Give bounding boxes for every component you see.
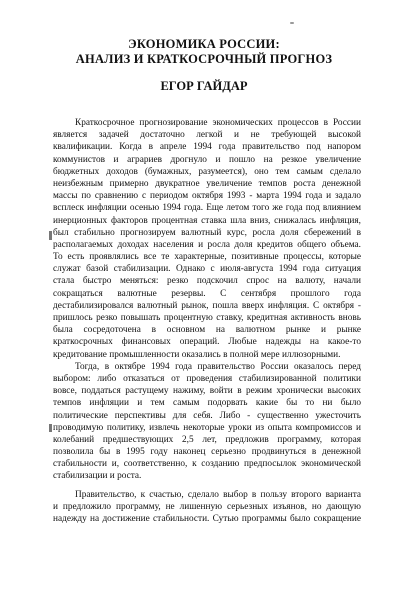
text-line: позволила бы в 1995 году наконец серьезно продвинуться в денежной bbox=[53, 447, 361, 458]
text-line: надежду на достижение стабильности. Сутью программы было сокращение bbox=[53, 514, 361, 524]
document-author: ЕГОР ГАЙДАР bbox=[160, 79, 248, 93]
text-line: краткосрочных финансовых операций. Любые надежды на какое-то bbox=[53, 337, 361, 348]
text-line: всплеск инфляции осенью 1994 года. Еще летом того же года под влиянием bbox=[53, 203, 361, 214]
text-line: бюджетных доходов (бумажных, разумеется), оно тем самым сделало bbox=[53, 166, 361, 177]
margin-mark bbox=[49, 424, 52, 432]
document-title-line-1: ЭКОНОМИКА РОССИИ: bbox=[128, 37, 280, 51]
text-line: кредитование промышленности оказались в полной мере иллюзорными. bbox=[53, 349, 341, 360]
text-line: дестабилизировался валютный рынок, пошла вверх инфляция. С октября - bbox=[53, 300, 361, 311]
paragraph-3 bbox=[53, 489, 361, 526]
margin-mark bbox=[49, 231, 52, 240]
text-line: инерционных факторов процентная ставка шла вниз, снижалась инфляция, bbox=[53, 215, 361, 226]
text-line: квалификации. Когда в апреле 1994 года правительство под напором bbox=[53, 142, 361, 153]
text-line: То есть проявлялись все те характерные, позитивные процессы, которые bbox=[53, 252, 361, 263]
document-body bbox=[53, 117, 361, 525]
text-line: неизбежным примерно двукратное увеличение темпов роста денежной bbox=[53, 178, 361, 189]
text-line: располагаемых доходах населения и росла доля кредитов общего объема. bbox=[53, 239, 361, 250]
text-line: Краткосрочное прогнозирование экономических процессов в России bbox=[75, 118, 361, 128]
paragraph-2 bbox=[53, 361, 361, 483]
text-line: был стабильно прогнозируем валютный курс, росла доля сбережений в bbox=[53, 227, 361, 238]
text-line: выбором: либо отказаться от проведения стабилизированной политики bbox=[53, 373, 361, 384]
text-line: Тогда, в октябре 1994 года правительство России оказалось перед bbox=[75, 361, 361, 372]
text-line: сокращаться валютные резервы. С сентября прошлого года bbox=[53, 288, 361, 299]
text-line: колебаний предшествующих 2,5 лет, предложив программу, которая bbox=[53, 434, 361, 445]
scan-speck bbox=[290, 22, 294, 24]
text-line: стала быстро меняться: резко подскочил спрос на валюту, начали bbox=[53, 276, 361, 287]
text-line: пришлось резко повышать процентную ставку, кредитная активность вновь bbox=[53, 313, 361, 323]
text-line: темпов инфляции и тем самым подорвать какие бы то ни было bbox=[53, 398, 361, 409]
text-line: и предложило программу, не лишенную серьезных изъянов, но дающую bbox=[53, 501, 361, 512]
text-line: стабильности и, соответственно, к созданию предпосылок экономической bbox=[53, 459, 361, 470]
text-line: проводимую политику, извлечь некоторые уроки из опыта компромиссов и bbox=[53, 422, 361, 433]
text-line: служат базой стабилизации. Однако с июля-августа 1994 года ситуация bbox=[53, 264, 361, 275]
paragraph-1 bbox=[53, 117, 361, 361]
text-line: стабилизации и роста. bbox=[53, 471, 142, 482]
text-line: массы по сравнению с периодом октября 1993 - марта 1994 года и задало bbox=[53, 191, 361, 202]
document-title-line-2: АНАЛИЗ И КРАТКОСРОЧНЫЙ ПРОГНОЗ bbox=[75, 52, 333, 66]
text-line: была сосредоточена в основном на валютном рынке и рынке bbox=[53, 325, 361, 336]
text-line: является задачей достаточно легкой и не требующей высокой bbox=[53, 130, 361, 141]
text-line: вовсе, поддаться растущему нажиму, войти в режим хронически высоких bbox=[53, 386, 361, 397]
text-line: коммунистов и аграриев дрогнуло и пошло на резкое увеличение bbox=[53, 154, 361, 165]
text-line: политические перспективы для себя. Либо - существенно ужесточить bbox=[53, 410, 361, 421]
text-line: Правительство, к счастью, сделало выбор в пользу второго варианта bbox=[75, 489, 361, 500]
